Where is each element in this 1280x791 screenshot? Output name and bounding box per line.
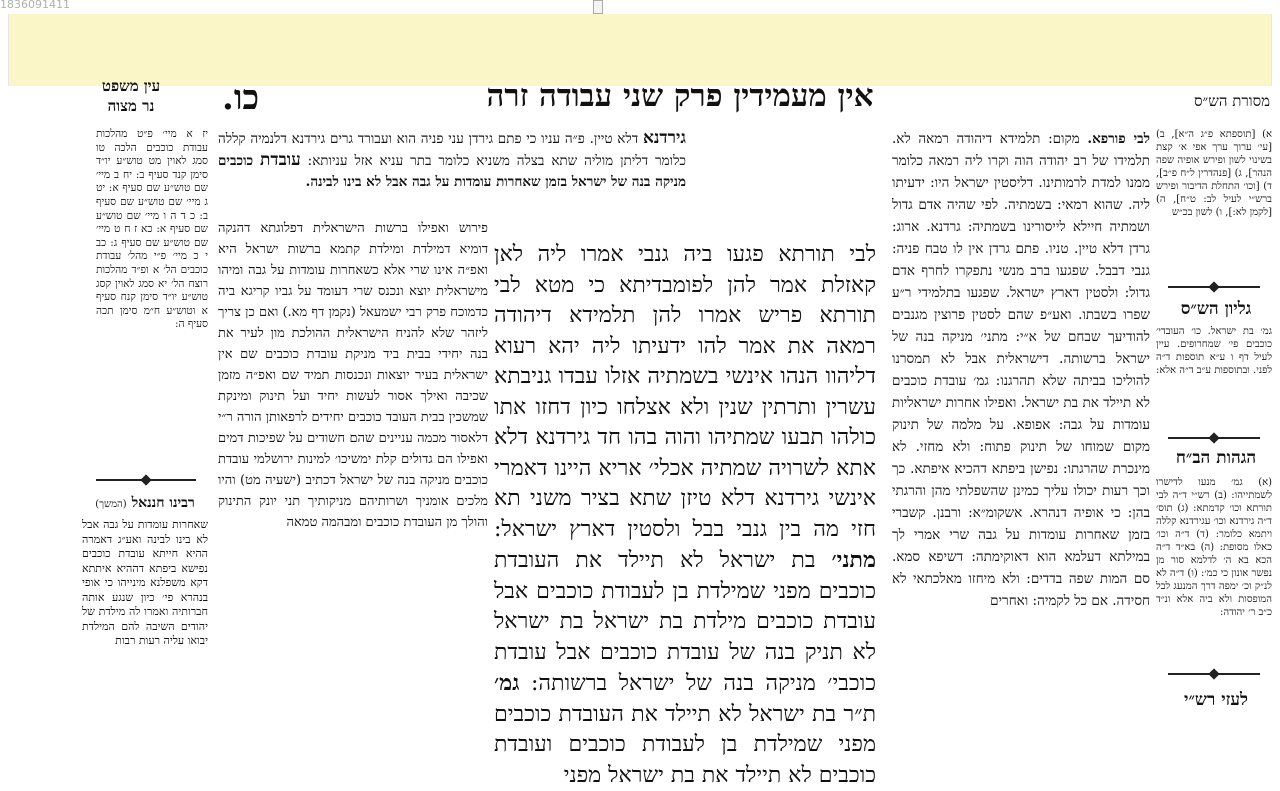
rashi-lead: לבי פורפא.: [1087, 131, 1150, 147]
right-edge: [1271, 14, 1280, 720]
top-strip: [0, 0, 1280, 15]
masoret-label: מסורת הש״ס: [1193, 92, 1270, 110]
ornament-divider: [1168, 670, 1260, 678]
tosafot-top: [218, 128, 686, 224]
highlight-band: [8, 14, 1272, 86]
gemara-text-1: לבי תורתא פגעו ביה גנבי אמרו ליה לאן קאזלת אמר להן לפומבדיתא כי מטא לבי תורתא פריש אמרו להן תלמידא דיהודה רמאה את אמר להו ידעיתו ליה יהא רעוא דליהוו הנהו אינשי בשמתיה אזלו עבדו גניבתא עשרין ותרתין שנין ולא אצלחו כיון דחזו אתו כולהו תבעו שמתיהו והוה בהו חד גירדנא דלא אתא לשרויה שמתיה אכלי׳ אריא היינו דאמרי אינשי גירדנא דלא טיזן שתא בציר משני תא חזי מה בין גנבי בבל ולסטין דארץ ישראל:: [494, 242, 876, 542]
scroll-handle[interactable]: [593, 0, 603, 14]
gilyon-title: גליון הש״ס: [1180, 299, 1252, 319]
rabbenu-title-text: רבינו חננאל: [131, 495, 195, 511]
tosafot-column: פירוש ואפילו ברשות הישראלית דפלוגתא דהנקה דומיא דמילדת ומילדת קתמא ברשות ישראל היא ואפ״ה אינו שרי אלא כשאחרות עומדות על גבה ומיהו מישראלית יוצא ונכנס שרי דעומד על גביו קריגא ביה כדמוכח פרק רבי ישמעאל (נקמן דף מא.) ואם כן צריך ליזהר שלא להניח הישראלית ההולכת מון לעיר את בנה יחידי בבית ביד מניקת עובדת כוכבים שם אין ישראלית בעיר יוצאות ונכנסות תמיד שם ואפ״ה מזמן שכיבה ואילך אסור לעשות יחיד ועל תינוק ומינקת שמשכין בבית העובד כוכבים יחידים לרפאותן הורה ר״י דלאסור מכמה עניינים שהם חשודים על שפיכות דמים ואפילו הם גדולים קלת ימשיכו׳ למינות ירושלמי עובדת כוכבים מניקה בנה של ישראל דכתיב (ישעיה מט) והיו מלכים אומניך ושרותיהם מניקותיך תני יונק התינוק והולך מן העובדת כוכבים ומבהמה טמאה: [218, 221, 488, 530]
rabbenu-continued: (המשך): [95, 499, 127, 510]
ornament-divider: [1168, 434, 1260, 442]
rashi-column: [892, 128, 1150, 720]
ein-mishpat-label: [86, 76, 176, 116]
masoret-hashas-text: א) [תוספתא פ״ג ה״א], ב) [עי׳ ערוך ערך אפי א׳ קצת בשינוי לשון ופירש אופיה שפה הנהר], ג) [פנהדרין ל״ח פ״ב], ד) [וכו׳ התחלת הדיבור ופירש ברש״י לעיל לב: ט״ח], ה) [לקמן לא:], ו) לשון בכ״ש: [1156, 129, 1272, 218]
tosafot-lead: גירדנא: [642, 128, 687, 148]
ner-mitzvah-title: נר מצוה: [107, 97, 155, 115]
ornament-divider: [96, 476, 196, 484]
tosafot-heading: עובדת: [260, 150, 301, 170]
mishnah-text: בת ישראל לא תיילד את העובדת כוכבים מפני שמילדת בן לעבודת כוכבים אבל עובדת כוכבים מילדת בת ישראל בת ישראל לא תניק בנה של עובדת כוכבים אבל עובדת כוכבי׳ מניקה בנה של ישראל ברשותה:: [494, 548, 876, 696]
hagahot-title: הגהות הב״ח: [1175, 448, 1257, 468]
rashi-text: מקום: תלמידא דיהודה רמאה לא. תלמידו של רב יהודה הוה וקרו ליה רמאה כלומר ממנו למדת לרמותינו. דליסטין ישראל היו: ידעיתו ליה. שהוא רמאי: בשמתיה. לפי שהיה אדם גדול ושמתיה חיילא לייסורינו בשמתיה: גרדנא. ארוג: גרדן דלא טיין. טניו. פתם גרדן אין לו טבח פניה: גנבי דבבל. שפגעו ברב מנשי נתפקרו לחרף אדם גדול: ולסטין דארץ ישראל. שפגעו בתלמידי ר״ע שפרו בשבתו. ואע״פ שהם לסטין פרוצין מגנבים להודיעך שבחם של א״י: מתני׳ מניקה בנה של ישראל ברשותה. דישראלית אבל לא תמסרנו להוליכו בביתה שלא תהרגנו: גמ׳ עובדת כוכבים לא תיילד את בת ישראל. ואפילו אחרות ישראליות עומדות על גבה: אפופא. על מלמה של תינוק מקום שמוחו של תינוק פתוח: ולא מחזי. לא מינכרת שהרגתו: נפישן ביפתא דהכיא איפתא. כך וכך רעות יכולו עליך כמינן שהשפלתי מהן והרגתי בהן: כי אופיה דנהרא. אשקומ״א: ורבנן. קשברי בזמן שאחרות עומדות על גבה שרי אמרי לך במילתא דעלמא הוא דאוקימתה: דשיפא סמא. סם המות שפה בדדים: ולא מיחזו מאלכתאי לא חסידה. אם כל לקמיה: ואחרים: [892, 131, 1150, 609]
gemara-column: [494, 240, 877, 788]
loazei-title: לעזי רש״י: [1184, 690, 1248, 710]
page-title: אין מעמידין פרק שני עבודה זרה: [486, 78, 874, 114]
gilyon-text: גמ׳ בת ישראל. כו׳ העובדי׳ כוכבים פי׳ שמחרופים. עיין לעיל דף ו ע״א תוספות ד״ה לפני. ובתוספות ע״ב ד״ה אלא:: [1156, 326, 1272, 376]
tosafot-top-text: דלא טיין. פ״ה עניו כי פתם גירדן עני פניה הוא ועבורד גרים גירדנא דלנמיה קללה כלומר דליתן מוליה שתא בצלה משניא כלומר בתר עניא אזל עניותא:: [218, 131, 686, 169]
hagahot-text: (א) גמ׳ מנעו לדישרו לשמתייהו: (ב) רש״י ד״ה לבי תורתא וכו׳ קדמתא: (ג) תוס׳ ד״ה גירדנא וכו׳ עגירדנא קללה ויתמא כלומר: (ד) ד״ה וכו׳ כאלו מסופת: (ה) בא״ד ד״ה הכא בא ה׳ לדלמא סור מן נפשר אונון כי כמ׳: (ו) ד״ה לא לנ״ק וכ׳ ימפה דרך המנעג לבל המופסות ולא ביה אלא ונ״ד כ״ב ר׳ יהודה:: [1156, 477, 1272, 618]
ein-mishpat-text: יז א מיי׳ פ״ט מהלכות עבודת כוכבים הלכה טו סמג לאוין מט טוש״ע יו״ד סימן קנד סעיף ב: יח ב מיי׳ שם טוש״ע שם סעיף א: יט ג מיי׳ שם טוש״ע שם סעיף ב: כ ד ה ו מיי׳ שם טוש״ע שם סעיף א: כא ז ח ט מיי׳ שם טוש״ע שם סעיף ג: כב י כ מיי׳ פ״י מהל׳ עבודת כוכבים הל׳ א ופ״ד מהלכות רוצח הל׳ יא סמג לאוין קסג טוש״ע יו״ד סימן קנח סעיף א וטוש״ע ח״מ סימן תכה סעיף ה:: [96, 128, 208, 331]
ein-mishpat-title: עין משפט: [101, 77, 161, 95]
rabbenu-chananel-title: [80, 495, 210, 512]
folio-number: כו.: [222, 78, 260, 118]
ornament-divider: [1168, 283, 1260, 291]
gemara-text-2: ת״ר בת ישראל לא תיילד את העובדת כוכבים מפני שמילדת בן לעבודת כוכבים ועובדת כוכבים לא תיילד את בת ישראל מפני: [494, 701, 876, 788]
mishnah-label: מתני׳: [831, 547, 877, 573]
document-id: 1836091411: [0, 0, 70, 11]
gemara-label: גמ׳: [494, 670, 520, 696]
tosafot-heading-rest: כוכבים מניקה בנה של ישראל בזמן שאחרות עומדות על גבה אבל לא בינו לבינה.: [218, 153, 686, 190]
rabbenu-chananel-text: שאחרות עומדות על גבה אבל לא בינו לבינה ואע״ג דאמרה ההיא חייתא עובדת כוכבים נפישא ביפתא דההיא איתתא דקא משפלנא מינייהו כי אופי בנהרא פי׳ כיון שנגע אותה חברותיה ואמרו לה מילדת של יהודים השיבה להם המילדת יבואו עליה רעות רבות: [82, 518, 208, 647]
